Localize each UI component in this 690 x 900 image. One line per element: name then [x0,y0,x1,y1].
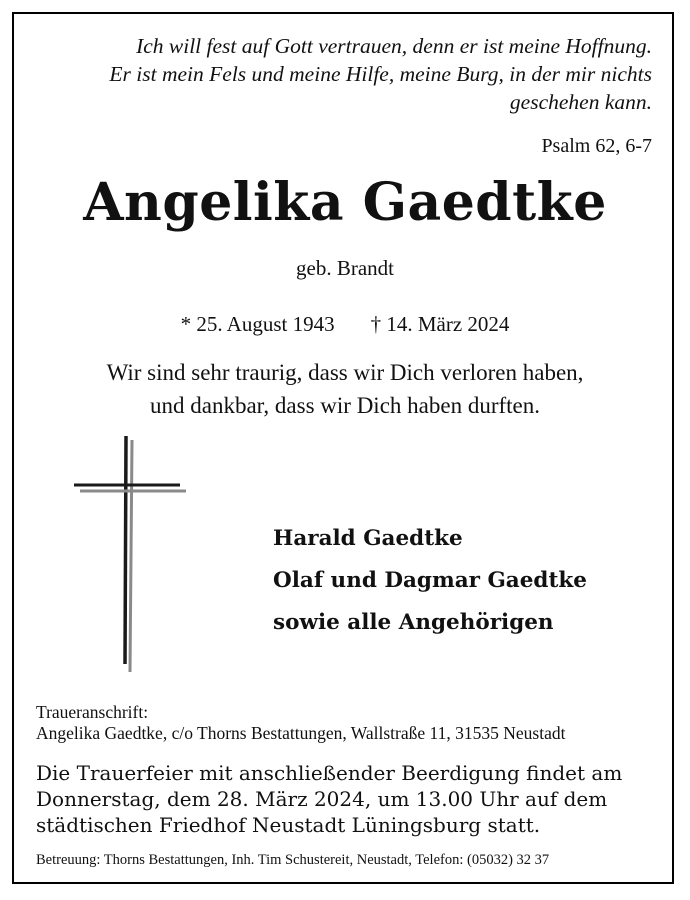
motto-line: und dankbar, dass wir Dich haben durften. [150,393,540,418]
verse-line: geschehen kann. [509,90,652,114]
motto-line: Wir sind sehr traurig, dass wir Dich verloren haben, [106,360,584,385]
service-line: städtischen Friedhof Neustadt Lüningsburg statt. [36,813,541,837]
mourning-motto [0,356,690,422]
funeral-home-footer: Betreuung: Thorns Bestattungen, Inh. Tim Schustereit, Neustadt, Telefon: (05032) 32 37 [36,852,550,868]
cross-vertical-dark [125,436,126,664]
cross-icon [72,434,192,674]
life-dates [0,312,690,337]
verse-line: Er ist mein Fels und meine Hilfe, meine Burg, in der mir nichts [109,62,652,86]
birth-name: geb. Brandt [296,256,394,280]
death-date: † 14. März 2024 [370,312,510,336]
mourner: Harald Gaedtke [273,526,463,551]
service-line: Donnerstag, dem 28. März 2024, um 13.00 Uhr auf dem [36,787,608,811]
mourner: Olaf und Dagmar Gaedtke [273,568,587,593]
mourner: sowie alle Angehörigen [273,610,554,635]
mourning-address [36,702,565,744]
verse-source: Psalm 62, 6-7 [541,135,652,157]
address-label: Traueranschrift: [36,702,149,722]
verse-line: Ich will fest auf Gott vertrauen, denn er ist meine Hoffnung. [136,34,652,58]
deceased-name: Angelika Gaedtke [83,172,607,233]
cross-vertical-gray [130,440,132,672]
address-text: Angelika Gaedtke, c/o Thorns Bestattungen, Wallstraße 11, 31535 Neustadt [36,723,566,743]
service-line: Die Trauerfeier mit anschließender Beerdigung findet am [36,761,623,785]
bible-verse [52,32,652,116]
funeral-service-info [36,760,656,838]
birth-date: * 25. August 1943 [180,312,335,336]
mourners-list [273,518,587,644]
